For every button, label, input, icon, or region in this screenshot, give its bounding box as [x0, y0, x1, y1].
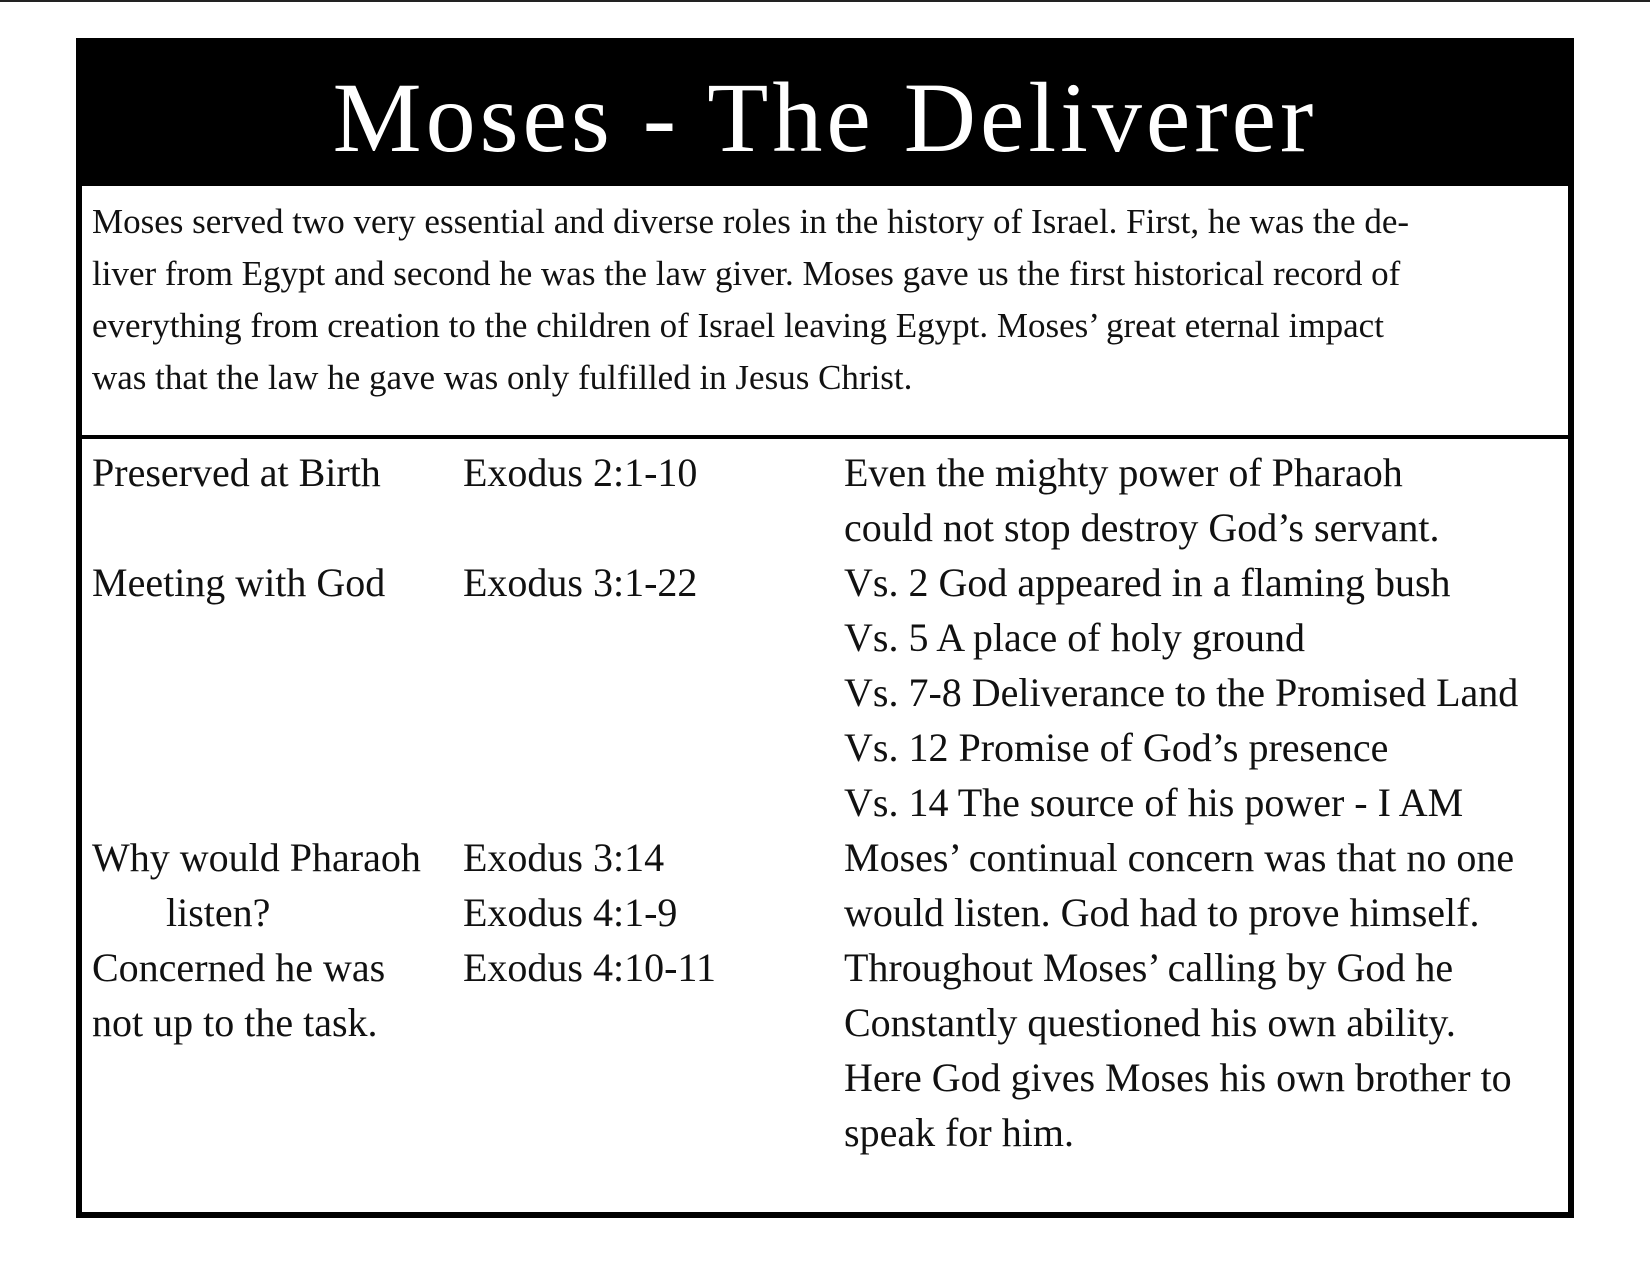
note-cell: Vs. 14 The source of his power - I AM	[844, 780, 1464, 825]
note-cell: Throughout Moses’ calling by God he	[844, 945, 1454, 990]
intro-line: liver from Egypt and second he was the law giver. Moses gave us the first historical record of	[92, 254, 1401, 293]
study-card	[76, 38, 1574, 1218]
table-row	[82, 444, 1568, 501]
page-title: Moses - The Deliverer	[332, 62, 1318, 173]
table-row	[82, 554, 1568, 611]
topic-cell: Meeting with God	[92, 560, 386, 605]
note-cell: speak for him.	[844, 1110, 1074, 1155]
table-row	[82, 1104, 1568, 1161]
topic-cell: Why would Pharaoh	[92, 835, 421, 880]
intro-line: Moses served two very essential and diverse roles in the history of Israel. First, he was the de-	[92, 202, 1410, 241]
page-top-rule	[0, 0, 1650, 2]
table-row	[82, 774, 1568, 831]
topic-cell: listen?	[166, 890, 271, 935]
table-row	[82, 994, 1568, 1051]
note-cell: Even the mighty power of Pharaoh	[844, 450, 1403, 495]
reference-cell: Exodus 4:10-11	[463, 945, 716, 990]
note-cell: Constantly questioned his own ability.	[844, 1000, 1456, 1045]
table-row	[82, 1049, 1568, 1106]
study-table	[82, 44, 1568, 1212]
note-cell: Vs. 12 Promise of God’s presence	[844, 725, 1389, 770]
note-cell: could not stop destroy God’s servant.	[844, 505, 1440, 550]
note-cell: Vs. 5 A place of holy ground	[844, 615, 1306, 660]
note-cell: Vs. 2 God appeared in a flaming bush	[844, 560, 1451, 605]
table-row	[82, 499, 1568, 556]
table-row	[82, 884, 1568, 941]
topic-cell: Preserved at Birth	[92, 450, 381, 495]
topic-cell: not up to the task.	[92, 1000, 378, 1045]
topic-cell: Concerned he was	[92, 945, 386, 990]
note-cell: Moses’ continual concern was that no one	[844, 835, 1515, 880]
table-row	[82, 609, 1568, 666]
reference-cell: Exodus 3:1-22	[463, 560, 698, 605]
reference-cell: Exodus 2:1-10	[463, 450, 698, 495]
reference-cell: Exodus 3:14	[463, 835, 665, 880]
reference-cell: Exodus 4:1-9	[463, 890, 678, 935]
note-cell: Vs. 7-8 Deliverance to the Promised Land	[844, 670, 1519, 715]
table-row	[82, 664, 1568, 721]
table-row	[82, 829, 1568, 886]
table-row	[82, 719, 1568, 776]
note-cell: Here God gives Moses his own brother to	[844, 1055, 1512, 1100]
note-cell: would listen. God had to prove himself.	[844, 890, 1480, 935]
intro-line: everything from creation to the children of Israel leaving Egypt. Moses’ great eternal impact	[92, 306, 1384, 345]
table-row	[82, 939, 1568, 996]
intro-line: was that the law he gave was only fulfilled in Jesus Christ.	[92, 358, 913, 397]
